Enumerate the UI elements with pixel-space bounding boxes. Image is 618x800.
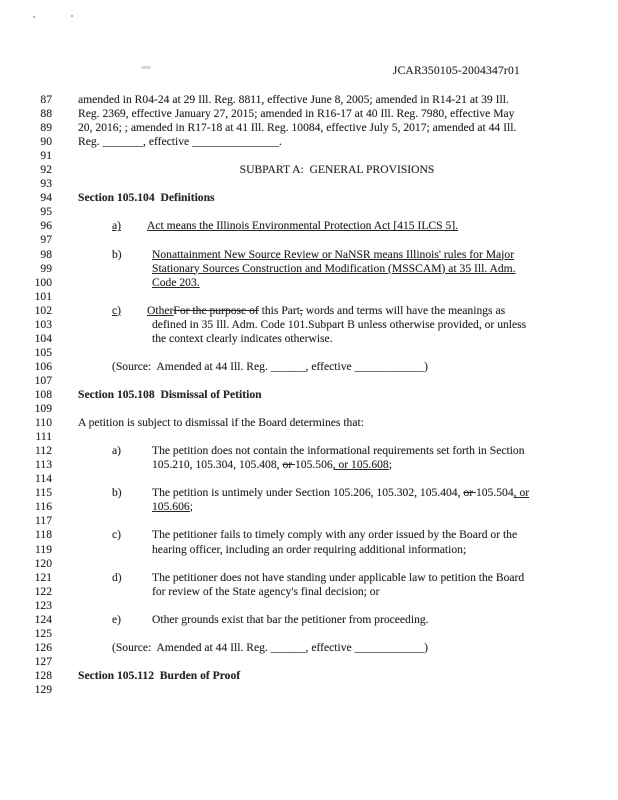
line-number: 90 bbox=[40, 135, 52, 149]
doc-line bbox=[0, 500, 596, 514]
line-content bbox=[78, 346, 596, 360]
line-content bbox=[78, 191, 596, 205]
line-number: 118 bbox=[35, 528, 52, 542]
doc-line bbox=[0, 683, 596, 697]
doc-line bbox=[0, 528, 596, 542]
text-segment: amended in R04-24 at 29 Ill. Reg. 8811, effective June 8, 2005; amended in R14-21 at 39 Ill. bbox=[78, 93, 509, 106]
text-segment: ; bbox=[388, 458, 392, 472]
doc-line bbox=[0, 262, 596, 276]
line-content bbox=[78, 585, 596, 599]
line-number: 124 bbox=[34, 612, 52, 626]
text-segment: Reg. 2369, effective January 27, 2015; amended in R16-17 at 40 Ill. Reg. 7980, effective May bbox=[78, 107, 515, 121]
line-content bbox=[78, 528, 596, 542]
text-segment: 105.506 bbox=[295, 458, 333, 472]
line-number: 103 bbox=[34, 317, 52, 331]
line-number: 128 bbox=[34, 668, 52, 682]
text-segment: For the purpose of bbox=[173, 303, 259, 317]
line-content bbox=[78, 641, 596, 655]
text-segment: Section 105.108 Dismissal of Petition bbox=[78, 387, 262, 401]
line-content bbox=[78, 472, 596, 486]
line-number: 95 bbox=[40, 205, 52, 219]
doc-line bbox=[0, 416, 596, 430]
line-content bbox=[78, 655, 596, 669]
line-number: 89 bbox=[40, 121, 52, 135]
line-content bbox=[78, 402, 596, 416]
line-number: 117 bbox=[35, 514, 52, 528]
line-content bbox=[78, 458, 596, 472]
doc-line bbox=[0, 486, 596, 500]
text-segment: The petitioner fails to timely comply with any order issued by the Board or the bbox=[152, 528, 518, 542]
text-segment: words and terms will have the meanings as bbox=[302, 303, 506, 317]
line-number: 109 bbox=[34, 402, 52, 416]
text-segment: (Source: Amended at 44 Ill. Reg. ______, effective ____________) bbox=[112, 359, 428, 373]
line-number: 119 bbox=[35, 542, 52, 556]
line-content bbox=[78, 444, 596, 458]
text-segment: or bbox=[463, 486, 476, 500]
doc-line bbox=[0, 669, 596, 683]
line-content bbox=[78, 248, 596, 262]
text-segment: or bbox=[282, 458, 295, 472]
doc-line bbox=[0, 346, 596, 360]
text-segment: The petitioner does not have standing under applicable law to petition the Board bbox=[152, 570, 525, 584]
text-segment: Nonattainment New Source Review or NaNSR means Illinois' rules for Major bbox=[152, 247, 515, 261]
text-segment: defined in 35 Ill. Adm. Code 101.Subpart B unless otherwise provided, or unless bbox=[152, 317, 527, 331]
doc-line bbox=[0, 248, 596, 262]
text-segment: 20, 2016; ; amended in R17-18 at 41 Ill. Reg. 10084, effective July 5, 2017; amended at 44 Ill. bbox=[78, 121, 517, 135]
line-number: 87 bbox=[40, 93, 52, 106]
line-content bbox=[78, 205, 596, 219]
text-segment: The petition does not contain the informational requirements set forth in Section bbox=[152, 444, 525, 458]
text-segment: for review of the State agency's final decision; or bbox=[152, 584, 380, 598]
text-segment: , or 105.608 bbox=[332, 458, 389, 472]
text-segment: A petition is subject to dismissal if the Board determines that: bbox=[78, 416, 364, 430]
document-id: JCAR350105-2004347r01 bbox=[392, 64, 520, 77]
item-label: b) bbox=[112, 486, 122, 500]
line-content bbox=[78, 430, 596, 444]
line-number: 125 bbox=[34, 626, 52, 640]
line-content bbox=[78, 304, 596, 318]
line-number: 94 bbox=[40, 191, 52, 205]
line-content bbox=[78, 543, 596, 557]
doc-line bbox=[0, 402, 596, 416]
text-segment: Section 105.112 Burden of Proof bbox=[78, 668, 241, 682]
text-segment: (Source: Amended at 44 Ill. Reg. ______, effective ____________) bbox=[112, 640, 428, 654]
line-number: 121 bbox=[34, 570, 52, 584]
text-segment: The petition is untimely under Section 105.206, 105.302, 105.404, bbox=[152, 486, 464, 500]
doc-line bbox=[0, 290, 596, 304]
doc-line bbox=[0, 472, 596, 486]
item-label: c) bbox=[112, 528, 122, 542]
doc-line bbox=[0, 641, 596, 655]
item-label: c) bbox=[112, 303, 122, 317]
text-segment: Code 203. bbox=[152, 275, 200, 289]
line-content bbox=[78, 627, 596, 641]
line-content bbox=[78, 388, 596, 402]
item-label: a) bbox=[112, 219, 122, 233]
line-number: 104 bbox=[34, 331, 52, 345]
doc-line bbox=[0, 374, 596, 388]
line-content bbox=[78, 107, 596, 121]
doc-line bbox=[0, 514, 596, 528]
line-number: 91 bbox=[40, 149, 52, 163]
doc-line bbox=[0, 177, 596, 191]
line-content bbox=[78, 683, 596, 697]
line-number: 105 bbox=[34, 345, 52, 359]
line-number: 126 bbox=[34, 640, 52, 654]
doc-line bbox=[0, 585, 596, 599]
line-number: 110 bbox=[35, 416, 52, 430]
scanner-artifact bbox=[33, 16, 35, 18]
line-number: 120 bbox=[34, 556, 52, 570]
line-number: 99 bbox=[40, 261, 52, 275]
doc-line bbox=[0, 332, 596, 346]
line-content bbox=[78, 360, 596, 374]
doc-line bbox=[0, 191, 596, 205]
line-content bbox=[78, 233, 596, 247]
doc-line bbox=[0, 458, 596, 472]
doc-line bbox=[0, 205, 596, 219]
line-number: 129 bbox=[34, 682, 52, 696]
text-segment: 105.606 bbox=[152, 500, 190, 514]
doc-line bbox=[0, 571, 596, 585]
doc-line bbox=[0, 444, 596, 458]
text-segment: 105.210, 105.304, 105.408, bbox=[152, 458, 283, 472]
doc-line bbox=[0, 107, 596, 121]
line-number: 113 bbox=[35, 458, 52, 472]
line-number: 92 bbox=[40, 163, 52, 177]
text-segment: Other bbox=[147, 303, 174, 317]
doc-line bbox=[0, 135, 596, 149]
text-segment: Section 105.104 Definitions bbox=[78, 191, 215, 205]
line-content bbox=[78, 318, 596, 332]
doc-line bbox=[0, 163, 596, 177]
text-segment: this Part bbox=[258, 303, 300, 317]
doc-line bbox=[0, 627, 596, 641]
doc-line bbox=[0, 121, 596, 135]
line-content bbox=[78, 219, 596, 233]
line-content bbox=[78, 500, 596, 514]
text-segment: ; bbox=[189, 500, 193, 514]
text-segment: the context clearly indicates otherwise. bbox=[152, 331, 333, 345]
line-number: 93 bbox=[40, 177, 52, 191]
line-content bbox=[78, 571, 596, 585]
line-content bbox=[78, 332, 596, 346]
doc-line bbox=[0, 233, 596, 247]
line-content bbox=[78, 290, 596, 304]
line-number: 114 bbox=[35, 472, 52, 486]
line-content bbox=[78, 262, 596, 276]
doc-line bbox=[0, 388, 596, 402]
line-content bbox=[78, 374, 596, 388]
text-segment: Act means the Illinois Environmental Protection Act [415 ILCS 5]. bbox=[147, 219, 459, 233]
text-segment: , or bbox=[513, 486, 530, 500]
text-segment: SUBPART A: GENERAL PROVISIONS bbox=[239, 163, 435, 177]
doc-line bbox=[0, 430, 596, 444]
line-content bbox=[78, 149, 596, 163]
line-number: 97 bbox=[40, 233, 52, 247]
line-number: 108 bbox=[34, 387, 52, 401]
doc-line bbox=[0, 149, 596, 163]
doc-line bbox=[0, 613, 596, 627]
line-number: 102 bbox=[34, 303, 52, 317]
line-number: 96 bbox=[40, 219, 52, 233]
line-number: 116 bbox=[35, 500, 52, 514]
doc-line bbox=[0, 360, 596, 374]
doc-line bbox=[0, 655, 596, 669]
line-content bbox=[78, 669, 596, 683]
line-content bbox=[78, 613, 596, 627]
doc-line bbox=[0, 543, 596, 557]
doc-line bbox=[0, 219, 596, 233]
document-body bbox=[0, 93, 596, 697]
line-number: 127 bbox=[34, 654, 52, 668]
line-number: 112 bbox=[35, 444, 52, 458]
line-content bbox=[78, 514, 596, 528]
doc-line bbox=[0, 557, 596, 571]
line-number: 122 bbox=[34, 584, 52, 598]
doc-line bbox=[0, 304, 596, 318]
line-number: 123 bbox=[34, 598, 52, 612]
line-number: 111 bbox=[35, 430, 52, 444]
line-content bbox=[78, 177, 596, 191]
doc-line bbox=[0, 276, 596, 290]
doc-line bbox=[0, 318, 596, 332]
text-segment: Stationary Sources Construction and Modification (MSSCAM) at 35 Ill. Adm. bbox=[152, 261, 516, 275]
doc-line bbox=[0, 93, 596, 107]
line-content bbox=[78, 557, 596, 571]
line-content bbox=[78, 135, 596, 149]
line-content bbox=[78, 486, 596, 500]
item-label: e) bbox=[112, 612, 122, 626]
text-segment: hearing officer, including an order requiring additional information; bbox=[152, 542, 467, 556]
line-content bbox=[78, 599, 596, 613]
line-number: 106 bbox=[34, 359, 52, 373]
line-number: 88 bbox=[40, 107, 52, 121]
item-label: b) bbox=[112, 247, 122, 261]
line-number: 115 bbox=[35, 486, 52, 500]
line-number: 100 bbox=[34, 275, 52, 289]
line-number: 107 bbox=[34, 373, 52, 387]
line-number: 101 bbox=[34, 289, 52, 303]
line-content bbox=[78, 93, 596, 107]
item-label: d) bbox=[112, 570, 122, 584]
line-content bbox=[78, 276, 596, 290]
line-content bbox=[78, 416, 596, 430]
text-segment: Reg. _______, effective _______________. bbox=[78, 135, 282, 149]
text-segment: Other grounds exist that bar the petitioner from proceeding. bbox=[152, 612, 429, 626]
line-number: 98 bbox=[40, 247, 52, 261]
text-segment: , bbox=[300, 303, 303, 317]
doc-line bbox=[0, 599, 596, 613]
item-label: a) bbox=[112, 444, 122, 458]
line-content bbox=[78, 163, 596, 177]
line-content bbox=[78, 121, 596, 135]
text-segment: 105.504 bbox=[475, 486, 514, 500]
scanner-artifact bbox=[71, 15, 73, 17]
